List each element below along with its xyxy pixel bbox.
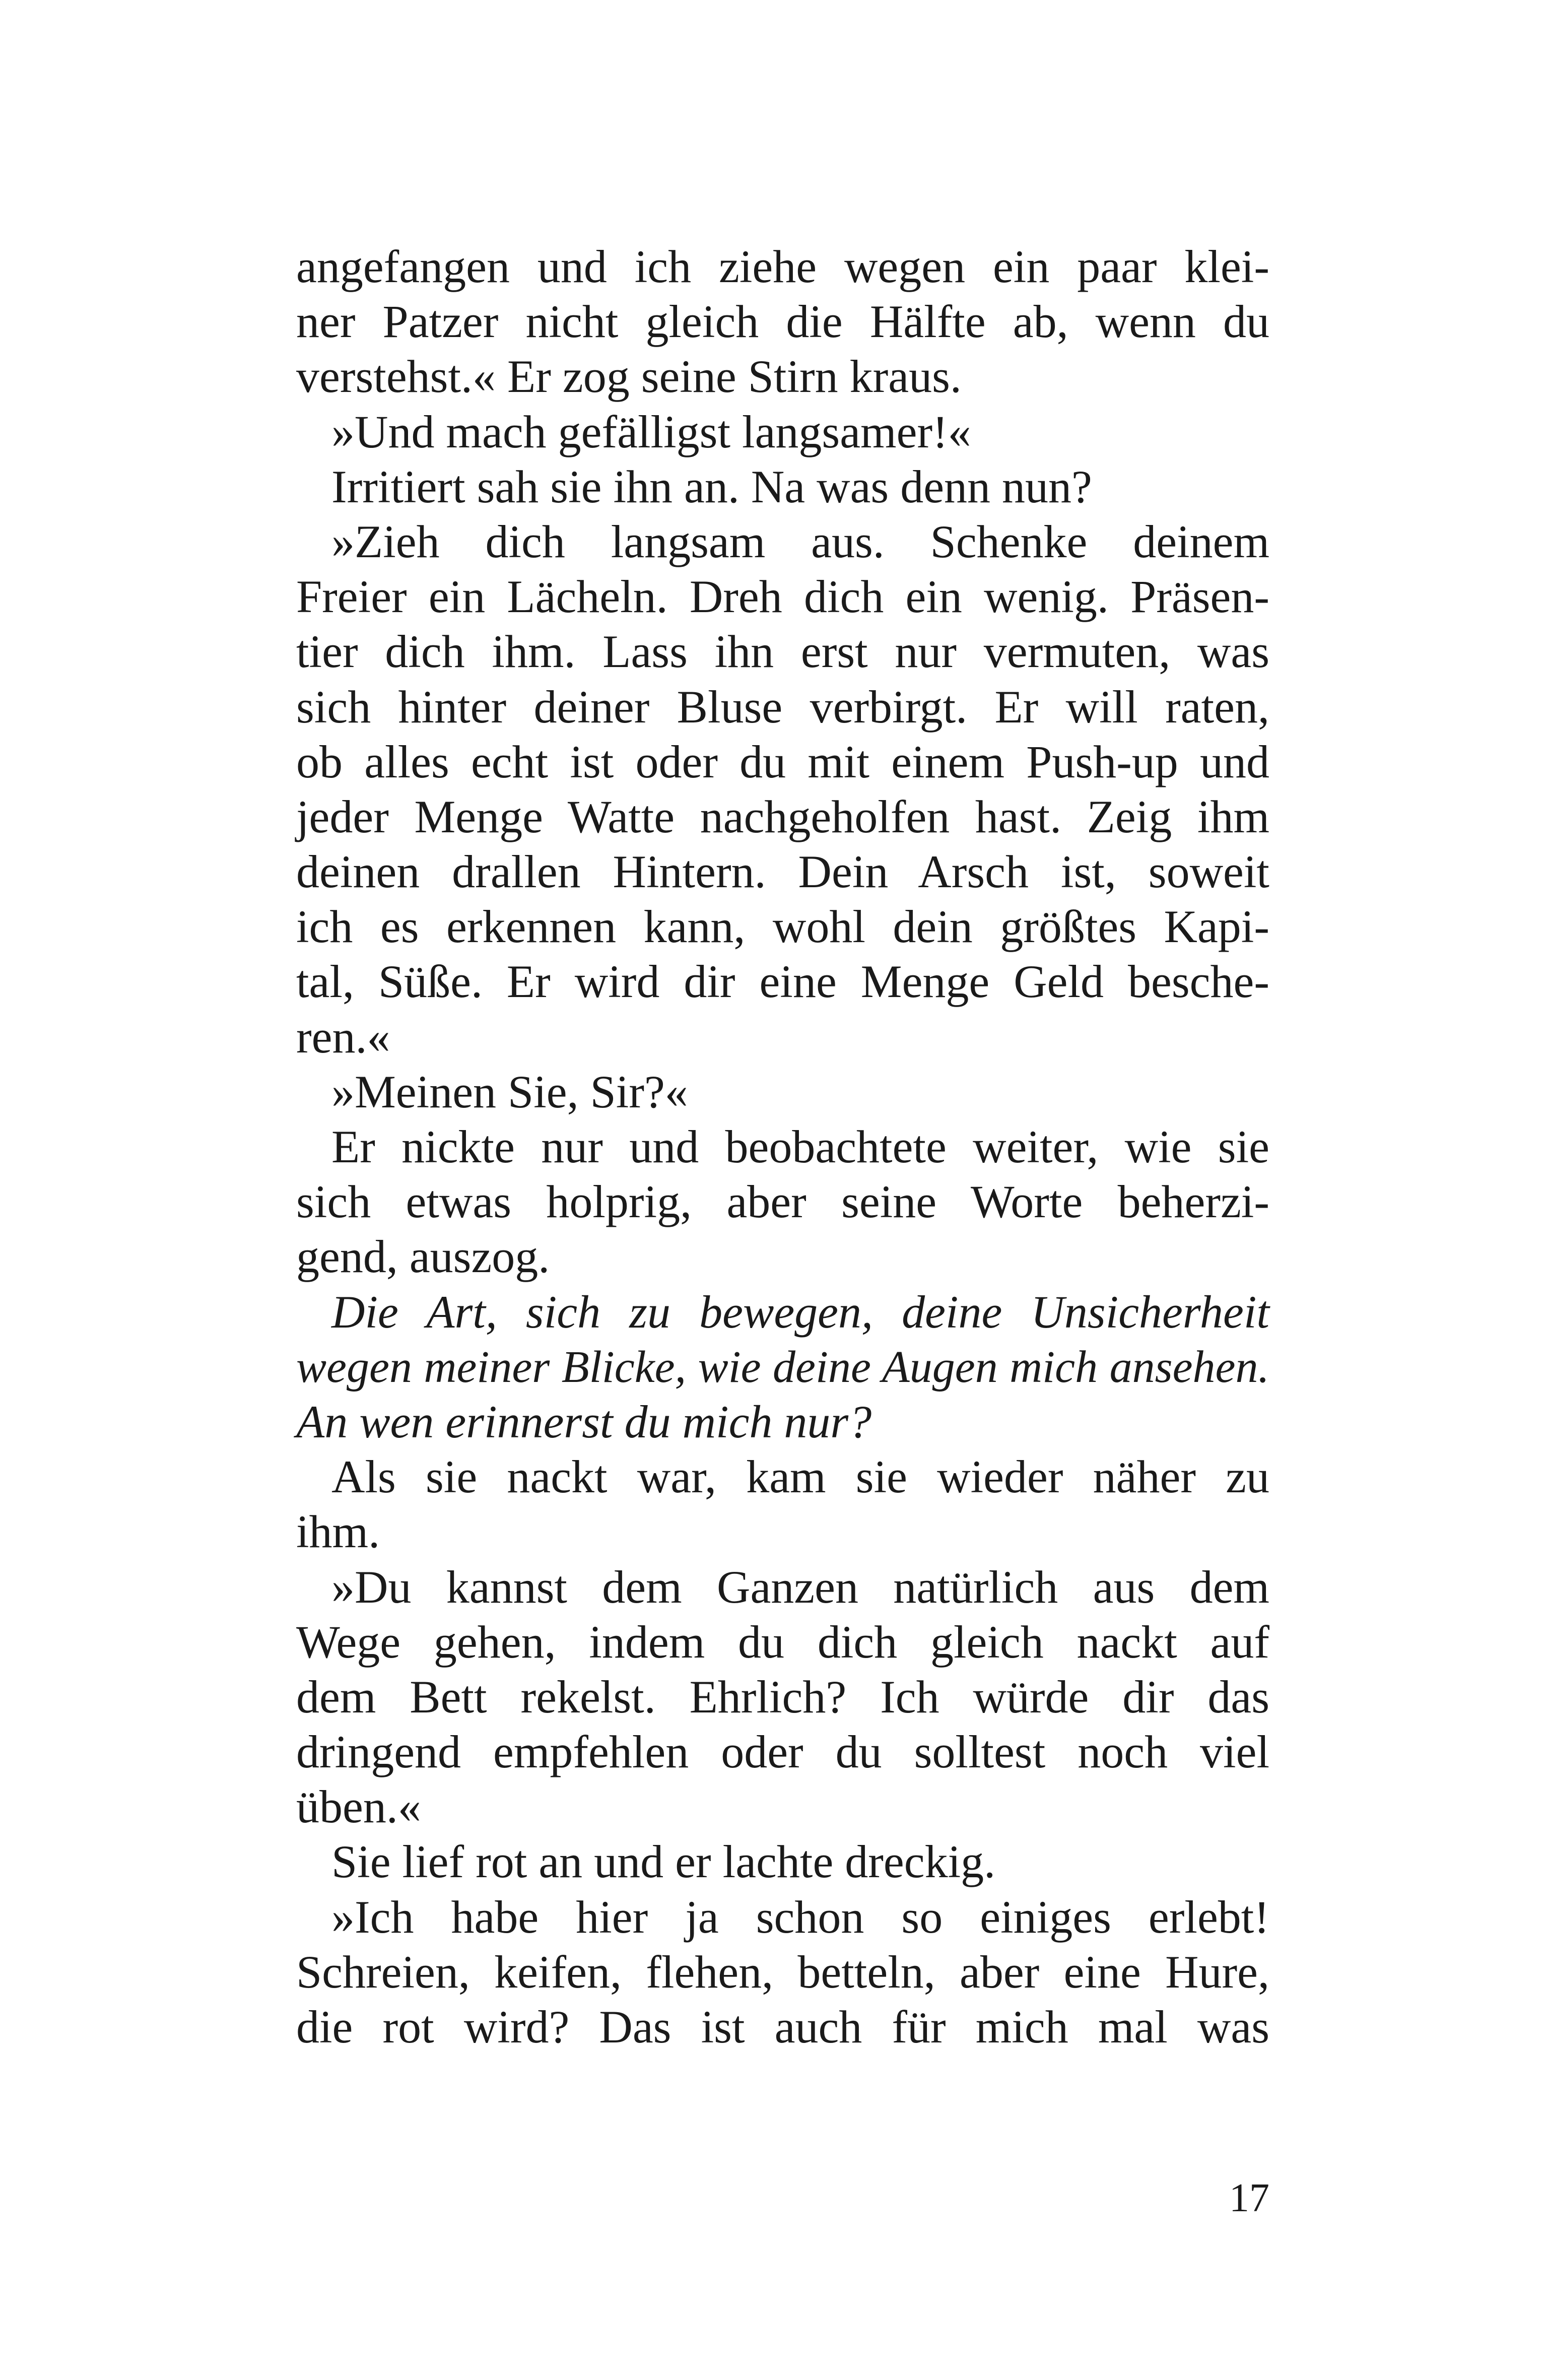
text-line: Als sie nackt war, kam sie wieder näher zu — [331, 1451, 1269, 1503]
text-line: tier dich ihm. Lass ihn erst nur vermuten, was — [296, 626, 1269, 678]
text-line: gend, auszog. — [296, 1231, 550, 1283]
text-line: Sie lief rot an und er lachte dreckig. — [331, 1836, 996, 1888]
text-line: wegen meiner Blicke, wie deine Augen mich ansehen. — [296, 1342, 1269, 1392]
text-line: deinen drallen Hintern. Dein Arsch ist, soweit — [296, 846, 1269, 898]
text-line: ich es erkennen kann, wohl dein größtes Kapi- — [296, 901, 1269, 953]
text-line: verstehst.« Er zog seine Stirn kraus. — [296, 351, 962, 403]
text-line: dem Bett rekelst. Ehrlich? Ich würde dir das — [296, 1671, 1269, 1723]
text-line: An wen erinnerst du mich nur? — [296, 1396, 872, 1447]
text-line: »Ich habe hier ja schon so einiges erlebt! — [331, 1891, 1269, 1943]
text-line: üben.« — [296, 1781, 421, 1833]
text-line: Die Art, sich zu bewegen, deine Unsicherheit — [331, 1286, 1269, 1338]
text-line: Er nickte nur und beobachtete weiter, wie sie — [331, 1121, 1269, 1172]
text-line: jeder Menge Watte nachgeholfen hast. Zeig ihm — [296, 790, 1269, 842]
text-line: »Zieh dich langsam aus. Schenke deinem — [331, 515, 1269, 567]
text-line: sich hinter deiner Bluse verbirgt. Er will raten, — [296, 681, 1269, 733]
text-line: tal, Süße. Er wird dir eine Menge Geld besche- — [296, 956, 1269, 1008]
text-line: Wege gehen, indem du dich gleich nackt auf — [296, 1616, 1269, 1668]
text-line: »Meinen Sie, Sir?« — [331, 1066, 688, 1117]
text-line: »Du kannst dem Ganzen natürlich aus dem — [331, 1561, 1269, 1613]
text-line: angefangen und ich ziehe wegen ein paar klei- — [296, 241, 1269, 292]
text-line: ihm. — [296, 1506, 380, 1558]
body-text — [296, 239, 1269, 2055]
text-line: »Und mach gefälligst langsamer!« — [331, 406, 971, 457]
text-line: ner Patzer nicht gleich die Hälfte ab, wenn du — [296, 296, 1269, 348]
text-line: Freier ein Lächeln. Dreh dich ein wenig. Präsen- — [296, 571, 1269, 623]
text-line: ob alles echt ist oder du mit einem Push-up und — [296, 736, 1269, 787]
text-line: ren.« — [296, 1011, 390, 1063]
text-line: die rot wird? Das ist auch für mich mal was — [296, 2001, 1269, 2053]
text-line: Irritiert sah sie ihn an. Na was denn nun? — [331, 460, 1092, 512]
page-number: 17 — [1229, 2176, 1269, 2220]
text-line: dringend empfehlen oder du solltest noch viel — [296, 1726, 1269, 1778]
text-line: Schreien, keifen, flehen, betteln, aber eine Hure, — [296, 1946, 1269, 1998]
text-line: sich etwas holprig, aber seine Worte beherzi- — [296, 1176, 1269, 1228]
